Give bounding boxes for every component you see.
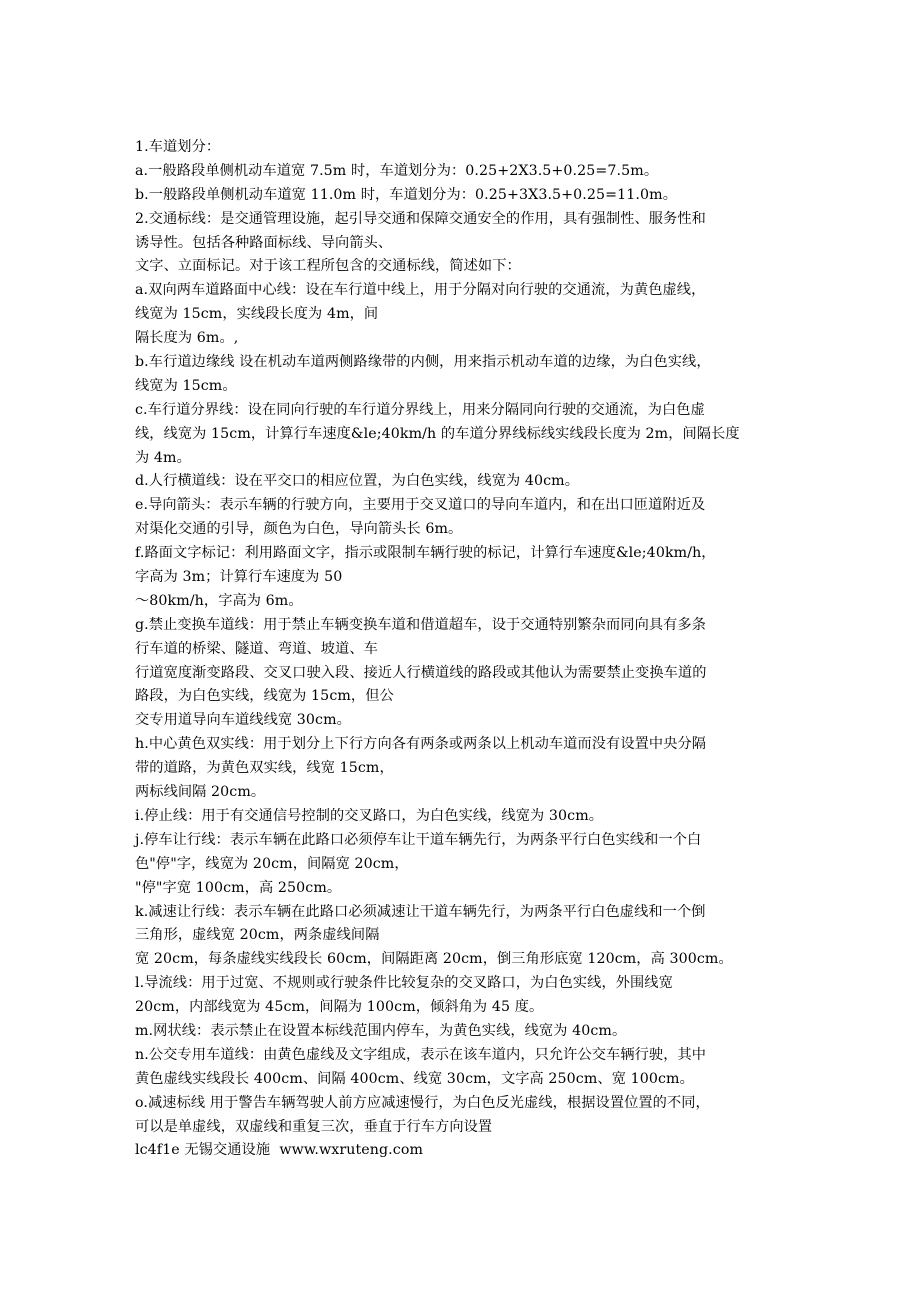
text-line: 可以是单虚线，双虚线和重复三次，垂直于行车方向设置 (135, 1118, 493, 1135)
text-line: l.导流线：用于过宽、不规则或行驶条件比较复杂的交叉路口，为白色实线，外围线宽 (135, 975, 673, 992)
text-line: 带的道路，为黄色双实线，线宽 15cm， (135, 760, 394, 777)
text-line: c.车行道分界线：设在同向行驶的车行道分界线上，用来分隔同向行驶的交通流，为白色虚 (135, 401, 705, 418)
text-line: 线宽为 15cm。 (135, 377, 237, 394)
footer-source-line: lc4f1e 无锡交通设施 www.wxruteng.com (135, 1142, 424, 1159)
text-line: 黄色虚线实线段长 400cm、间隔 400cm、线宽 30cm，文字高 250cm、宽 100cm。 (135, 1070, 694, 1087)
text-line: 两标线间隔 20cm。 (135, 784, 266, 801)
text-line: h.中心黄色双实线：用于划分上下行方向各有两条或两条以上机动车道而没有设置中央分隔 (135, 736, 707, 753)
text-line: 宽 20cm，每条虚线实线段长 60cm，间隔距离 20cm，倒三角形底宽 120cm，高 300cm。 (135, 951, 733, 968)
text-line: "停"字宽 100cm，高 250cm。 (135, 879, 342, 896)
text-line: 线，线宽为 15cm，计算行车速度&le;40km/h 的车道分界线标线实线段长度为 2m，间隔长度 (135, 425, 740, 442)
text-line: a.一般路段单侧机动车道宽 7.5m 时，车道划分为：0.25+2X3.5+0.25=7.5m。 (135, 162, 659, 179)
text-line: b.一般路段单侧机动车道宽 11.0m 时，车道划分为：0.25+3X3.5+0.25=11.0m。 (135, 186, 677, 203)
text-line: d.人行横道线：设在平交口的相应位置，为白色实线，线宽为 40cm。 (135, 473, 580, 490)
text-line: ～80km/h，字高为 6m。 (135, 592, 303, 609)
text-line: 20cm，内部线宽为 45cm，间隔为 100cm，倾斜角为 45 度。 (135, 999, 544, 1016)
document-body (135, 136, 795, 1163)
text-line: g.禁止变换车道线：用于禁止车辆变换车道和借道超车，设于交通特别繁杂而同向具有多条 (135, 616, 707, 633)
text-line: 路段，为白色实线，线宽为 15cm，但公 (135, 688, 394, 705)
text-line: 对渠化交通的引导，颜色为白色，导向箭头长 6m。 (135, 521, 463, 538)
text-line: i.停止线：用于有交通信号控制的交叉路口，为白色实线，线宽为 30cm。 (135, 807, 604, 824)
text-line: m.网状线：表示禁止在设置本标线范围内停车，为黄色实线，线宽为 40cm。 (135, 1022, 627, 1039)
text-line: 色"停"字，线宽为 20cm，间隔宽 20cm， (135, 855, 409, 872)
text-line: k.减速让行线：表示车辆在此路口必须减速让干道车辆先行，为两条平行白色虚线和一个倒 (135, 903, 706, 920)
text-line: 文字、立面标记。对于该工程所包含的交通标线，简述如下： (135, 258, 521, 275)
text-line: f.路面文字标记：利用路面文字，指示或限制车辆行驶的标记，计算行车速度&le;40km/h， (135, 545, 716, 562)
text-line: 字高为 3m；计算行车速度为 50 (135, 569, 343, 586)
text-line: o.减速标线 用于警告车辆驾驶人前方应减速慢行，为白色反光虚线，根据设置位置的不同， (135, 1094, 710, 1111)
text-line: 行车道的桥梁、隧道、弯道、坡道、车 (135, 640, 378, 657)
text-line: 线宽为 15cm，实线段长度为 4m，间 (135, 306, 379, 323)
text-line: n.公交专用车道线：由黄色虚线及文字组成，表示在该车道内，只允许公交车辆行驶，其中 (135, 1046, 707, 1063)
text-line: 行道宽度渐变路段、交叉口驶入段、接近人行横道线的路段或其他认为需要禁止变换车道的 (135, 664, 707, 681)
text-line: 诱导性。包括各种路面标线、导向箭头、 (135, 234, 393, 251)
text-line: a.双向两车道路面中心线：设在车行道中线上，用于分隔对向行驶的交通流，为黄色虚线， (135, 282, 706, 299)
text-line: b.车行道边缘线 设在机动车道两侧路缘带的内侧，用来指示机动车道的边缘，为白色实线， (135, 354, 711, 371)
text-line: 2.交通标线：是交通管理设施，起引导交通和保障交通安全的作用，具有强制性、服务性和 (135, 210, 706, 227)
text-line: 交专用道导向车道线线宽 30cm。 (135, 712, 351, 729)
text-line: 三角形，虚线宽 20cm，两条虚线间隔 (135, 927, 380, 944)
text-line: 隔长度为 6m。, (135, 330, 239, 347)
text-line: e.导向箭头：表示车辆的行驶方向，主要用于交叉道口的导向车道内，和在出口匝道附近及 (135, 497, 706, 514)
text-line: 1.车道划分： (135, 139, 221, 155)
text-line: j.停车让行线：表示车辆在此路口必须停车让干道车辆先行，为两条平行白色实线和一个白 (135, 831, 702, 848)
text-line: 为 4m。 (135, 449, 191, 466)
